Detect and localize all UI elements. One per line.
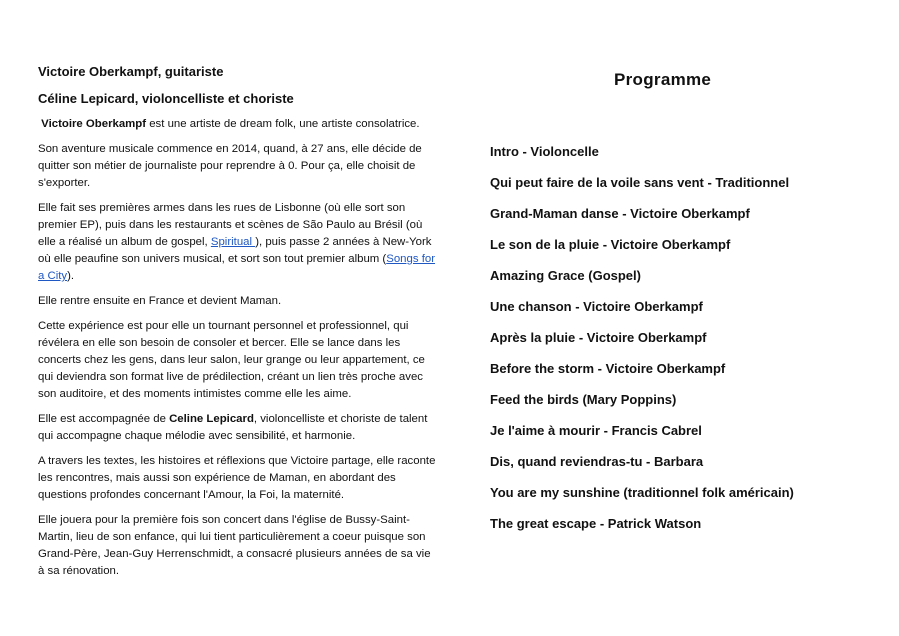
bio-paragraph-5: Cette expérience est pour elle un tournant personnel et professionnel, qui révélera en elle son besoin de consoler et bercer. Elle se lance dans les concerts chez les gens, dans leur salon, leur grange ou leur appartement, ce qui deviendra son format live de prédilection, créant un lien très proche avec son auditoire, et des moments intimistes comme elle les aime. xyxy=(38,320,425,400)
bio-paragraph-8: Elle jouera pour la première fois son concert dans l'église de Bussy-Saint-Martin, lieu de son enfance, qui lui tient particulièrement a coeur puisque son Grand-Père, Jean-Guy Herrenschmidt, a consacré plusieurs années de sa vie à sa rénovation. xyxy=(38,514,431,577)
programme-title: Programme xyxy=(614,70,712,89)
cellist-name: Celine Lepicard xyxy=(169,413,254,425)
programme-item: Intro - Violoncelle xyxy=(490,144,599,159)
programme-item: Grand-Maman danse - Victoire Oberkampf xyxy=(490,206,750,221)
artist-name: Victoire Oberkampf xyxy=(41,118,147,130)
programme-item: The great escape - Patrick Watson xyxy=(490,516,702,531)
spiritual-album-link[interactable]: Spiritual xyxy=(210,236,256,248)
programme-item: You are my sunshine (traditionnel folk américain) xyxy=(490,485,794,500)
programme-item: Qui peut faire de la voile sans vent - Traditionnel xyxy=(490,175,790,190)
bio-paragraph-3: Elle fait ses premières armes dans les rues de Lisbonne (où elle sort son premier EP), puis dans les restaurants et scènes de São Paulo au Brésil (où elle a réalisé un album de gospel, Spiritual ), puis passe 2 années à New-York où elle peaufine son univers musical, et sort son tout premier album (Songs for a City). xyxy=(38,202,435,282)
programme-item: Feed the birds (Mary Poppins) xyxy=(490,392,677,407)
programme-item: Une chanson - Victoire Oberkampf xyxy=(490,299,703,314)
bio-paragraph-1: Victoire Oberkampf est une artiste de dream folk, une artiste consolatrice. xyxy=(41,118,420,130)
bio-column xyxy=(38,64,438,588)
performer-heading-2: Céline Lepicard, violoncelliste et choriste xyxy=(38,91,294,106)
bio-paragraph-4: Elle rentre ensuite en France et devient Maman. xyxy=(38,295,282,307)
bio-paragraph-6: Elle est accompagnée de Celine Lepicard, violoncelliste et choriste de talent qui accompagne chaque mélodie avec sensibilité, et harmonie. xyxy=(38,413,428,442)
programme-list xyxy=(490,143,794,546)
bio-paragraph-7: A travers les textes, les histoires et réflexions que Victoire partage, elle raconte les rencontres, mais aussi son expérience de Maman, en abordant des questions profondes concernant l'Amour, la Foi, la maternité. xyxy=(38,455,436,501)
performer-heading-1: Victoire Oberkampf, guitariste xyxy=(38,64,224,79)
programme-item: Après la pluie - Victoire Oberkampf xyxy=(490,330,707,345)
programme-item: Je l'aime à mourir - Francis Cabrel xyxy=(490,423,702,438)
songs-for-a-city-link[interactable]: Songs for a City xyxy=(38,253,435,282)
programme-item: Dis, quand reviendras-tu - Barbara xyxy=(490,454,704,469)
programme-item: Le son de la pluie - Victoire Oberkampf xyxy=(490,237,731,252)
bio-paragraph-2: Son aventure musicale commence en 2014, quand, à 27 ans, elle décide de quitter son métier de journaliste pour reprendre à 0. Pour ça, elle choisit de s'exporter. xyxy=(38,143,422,189)
programme-item: Before the storm - Victoire Oberkampf xyxy=(490,361,726,376)
programme-item: Amazing Grace (Gospel) xyxy=(490,268,641,283)
